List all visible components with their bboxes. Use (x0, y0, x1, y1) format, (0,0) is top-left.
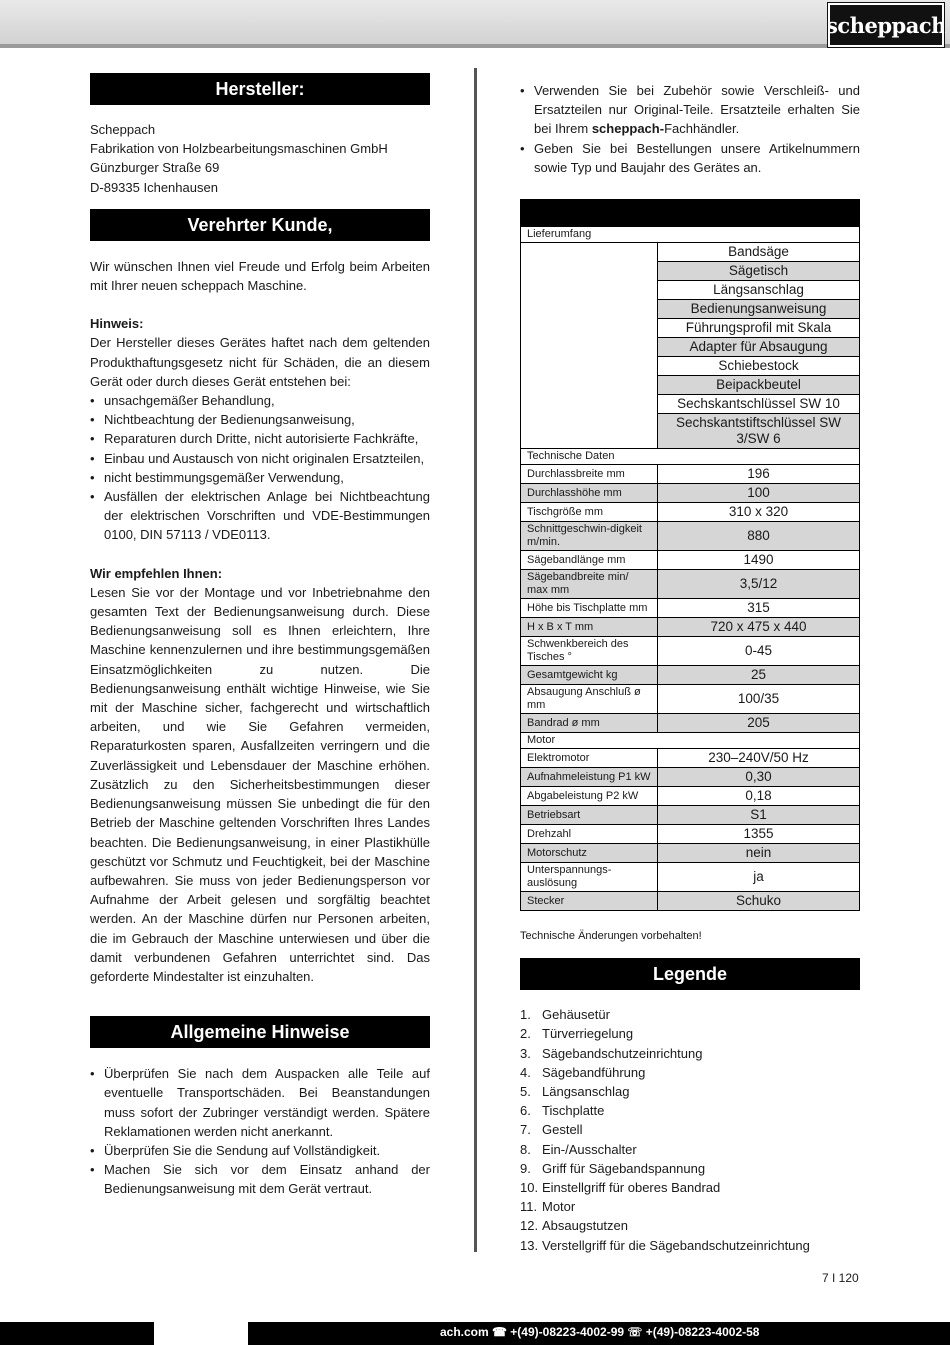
allgemein-heading: Allgemeine Hinweise (90, 1016, 430, 1048)
legend-item (520, 1005, 860, 1024)
header-bar (0, 0, 950, 48)
scope-item: Schiebestock (658, 357, 860, 376)
spec-label: Tischgröße mm (521, 503, 658, 522)
spec-label: Höhe bis Tischplatte mm (521, 599, 658, 618)
parts-list (520, 81, 860, 177)
spec-label: Sägebandbreite min/ max mm (521, 570, 658, 599)
table-row (521, 666, 860, 685)
spec-value: S1 (658, 806, 860, 825)
legend-item (520, 1236, 860, 1255)
legend-number: 9. (520, 1160, 531, 1176)
section-row (521, 733, 860, 749)
legend-item (520, 1101, 860, 1120)
spec-label: Motorschutz (521, 844, 658, 863)
spec-label: H x B x T mm (521, 618, 658, 637)
legend-item (520, 1024, 860, 1043)
legend-item (520, 1216, 860, 1235)
list-item: • Überprüfen Sie nach dem Auspacken alle Teile auf eventuelle Transportschäden. Bei Beanstandungen muss sofort der Zubringer verständigt werden. Spätere Reklamationen werden nicht anerkannt. (90, 1064, 430, 1141)
spec-label: Drehzahl (521, 825, 658, 844)
allgemein-list (90, 1064, 430, 1198)
legend-number: 4. (520, 1064, 531, 1080)
empfehlen-heading: Wir empfehlen Ihnen: (90, 565, 223, 581)
scope-item: Bandsäge (658, 243, 860, 262)
table-row (521, 503, 860, 522)
brand-name: scheppach- (591, 121, 665, 137)
spec-value: 25 (658, 666, 860, 685)
spec-value: 100/35 (658, 685, 860, 714)
table-row (521, 806, 860, 825)
hinweis-text: Der Hersteller dieses Gerätes haftet nach dem geltenden Produkthaftungsgesetz nicht für Schäden, die an diesem Gerät oder durch dieses Gerät entstehen bei: (90, 335, 430, 389)
spec-value: 0-45 (658, 637, 860, 666)
spec-label: Betriebsart (521, 806, 658, 825)
table-row (521, 637, 860, 666)
scope-item: Sechskantstiftschlüssel SW 3/SW 6 (658, 414, 860, 449)
spec-value: nein (658, 844, 860, 863)
scope-item: Längsanschlag (658, 281, 860, 300)
kunde-heading: Verehrter Kunde, (90, 209, 430, 241)
legend-item (520, 1178, 860, 1197)
spec-value: 880 (658, 522, 860, 551)
table-row (521, 599, 860, 618)
legend-item (520, 1159, 860, 1178)
address-line: Günzburger Straße 69 (90, 160, 220, 176)
section-label: Motor (521, 733, 860, 749)
right-column (520, 81, 860, 1255)
section-label: Lieferumfang (521, 227, 860, 243)
spec-value: 1490 (658, 551, 860, 570)
empfehlen-text: Lesen Sie vor der Montage und vor Inbetriebnahme den gesamten Text der Bedienungsanweisung durch. Diese Bedienungsanweisung soll es Ihnen erleichtern, Ihre Maschine kennenzulernen und ihre bestimmungsgemäßen Einsatzmöglichkeiten zu nutzen. Die Bedienungsanweisung enthält wichtige Hinweise, wie Sie mit der Maschine sicher, fachgerecht und wirtschaftlich arbeiten, und wie Sie Gefahren vermeiden, Reparaturkosten sparen, Ausfallzeiten verringern und die Zuverlässigkeit und Lebensdauer der Maschine erhöhen. Zusätzlich zu den Sicherheitsbestimmungen dieser Bedienungsanweisung müssen Sie unbedingt die für den Betrieb der Maschine geltenden Vorschriften Ihres Landes beachten. Die Bedienungsanweisung, in einer Plastikhülle geschützt vor Schmutz und Feuchtigkeit, bei der Maschine aufbewahren. Sie muss von jeder Bedienungsperson vor Aufnahme der Arbeit gelesen und sorgfältig beachtet werden. An der Maschine dürfen nur Personen arbeiten, die im Gebrauch der Maschine unterwiesen und über die damit verbundenen Gefahren unterrichtet sind. Das geforderte Mindestalter ist einzuhalten. (90, 584, 430, 984)
legend-number: 13. (520, 1237, 539, 1253)
page-number: 7 I 120 (822, 1271, 859, 1285)
spec-label: Elektromotor (521, 749, 658, 768)
list-item: • Einbau und Austausch von nicht originalen Ersatzteilen, (90, 449, 430, 468)
legend-number: 8. (520, 1141, 531, 1157)
scope-item: Sechskantschlüssel SW 10 (658, 395, 860, 414)
table-row (521, 787, 860, 806)
left-column (90, 73, 430, 1199)
spec-value: 0,18 (658, 787, 860, 806)
list-item (520, 81, 860, 139)
list-item: • Nichtbeachtung der Bedienungsanweisung, (90, 410, 430, 429)
scope-item: Adapter für Absaugung (658, 338, 860, 357)
list-item: • unsachgemäßer Behandlung, (90, 391, 430, 410)
legend-number: 6. (520, 1103, 531, 1119)
spec-value: Schuko (658, 892, 860, 911)
legend-number: 11. (520, 1199, 538, 1215)
spec-label: Schnittgeschwin-digkeit m/min. (521, 522, 658, 551)
changes-note: Technische Änderungen vorbehalten! (520, 930, 702, 943)
legend-number: 7. (520, 1122, 531, 1138)
list-item: • Überprüfen Sie die Sendung auf Vollständigkeit. (90, 1141, 430, 1160)
legend-number: 10. (520, 1180, 539, 1196)
legend-text: Türverriegelung (542, 1026, 634, 1042)
spec-table (520, 199, 860, 911)
spec-value: 205 (658, 714, 860, 733)
legend-text: Griff für Sägebandspannung (542, 1160, 706, 1176)
scope-item: Bedienungsanweisung (658, 300, 860, 319)
spec-value: 1355 (658, 825, 860, 844)
footer-white-block (154, 1322, 248, 1345)
table-row (521, 749, 860, 768)
legend-item (520, 1140, 860, 1159)
legend-item (520, 1063, 860, 1082)
spec-label: Durchlasshöhe mm (521, 484, 658, 503)
section-row (521, 227, 860, 243)
table-row (521, 465, 860, 484)
list-item: • Ausfällen der elektrischen Anlage bei Nichtbeachtung der elektrischen Vorschriften und VDE-Bestimmungen 0100, DIN 57113 / VDE0113. (90, 487, 430, 545)
table-row (521, 863, 860, 892)
spec-label: Abgabeleistung P2 kW (521, 787, 658, 806)
hinweis-list (90, 391, 430, 545)
spec-label: Schwenkbereich des Tisches ° (521, 637, 658, 666)
legend-text: Längsanschlag (542, 1084, 630, 1100)
spec-label: Aufnahmeleistung P1 kW (521, 768, 658, 787)
spec-value: 196 (658, 465, 860, 484)
legend-number: 5. (520, 1084, 531, 1100)
table-row (521, 685, 860, 714)
legend-list (520, 1005, 860, 1255)
spec-label: Stecker (521, 892, 658, 911)
legend-number: 2. (520, 1026, 531, 1042)
legende-heading: Legende (520, 958, 860, 990)
scope-item: Beipackbeutel (658, 376, 860, 395)
section-label: Technische Daten (521, 449, 860, 465)
spec-value: 100 (658, 484, 860, 503)
spec-label: Gesamtgewicht kg (521, 666, 658, 685)
scope-item: Führungsprofil mit Skala (658, 319, 860, 338)
bullet-text: Fachhändler. (664, 121, 740, 137)
legend-text: Verstellgriff für die Sägebandschutzeinrichtung (542, 1237, 810, 1253)
hinweis-heading: Hinweis: (90, 316, 144, 332)
legend-item (520, 1197, 860, 1216)
footer-contact: ach.com ☎ +(49)-08223-4002-99 ☏ +(49)-08223-4002-58 (440, 1325, 760, 1339)
legend-text: Sägebandführung (542, 1064, 646, 1080)
hersteller-heading: Hersteller: (90, 73, 430, 105)
legend-number: 3. (520, 1045, 531, 1061)
scope-item: Sägetisch (658, 262, 860, 281)
brand-logo: scheppach (828, 3, 944, 47)
footer-bar (0, 1322, 950, 1345)
manufacturer-address (90, 120, 430, 197)
legend-item (520, 1044, 860, 1063)
list-item: • nicht bestimmungsgemäßer Verwendung, (90, 468, 430, 487)
table-row (521, 892, 860, 911)
legend-number: 1. (520, 1007, 531, 1023)
list-item: • Geben Sie bei Bestellungen unsere Artikelnummern sowie Typ und Baujahr des Gerätes an. (520, 139, 860, 177)
legend-item (520, 1120, 860, 1139)
table-row (521, 714, 860, 733)
list-item: • Reparaturen durch Dritte, nicht autorisierte Fachkräfte, (90, 429, 430, 448)
section-row (521, 449, 860, 465)
intro-text: Wir wünschen Ihnen viel Freude und Erfolg beim Arbeiten mit Ihrer neuen scheppach Maschine. (90, 258, 430, 294)
legend-text: Gestell (542, 1122, 583, 1138)
table-row (521, 618, 860, 637)
column-divider (474, 68, 477, 1252)
legend-text: Sägebandschutzeinrichtung (542, 1045, 703, 1061)
spec-label: Absaugung Anschluß ø mm (521, 685, 658, 714)
spec-value: 0,30 (658, 768, 860, 787)
address-line: D-89335 Ichenhausen (90, 179, 218, 195)
legend-text: Motor (542, 1199, 576, 1215)
legend-text: Ein-/Ausschalter (542, 1141, 637, 1157)
spec-label: Bandrad ø mm (521, 714, 658, 733)
legend-text: Absaugstutzen (542, 1218, 629, 1234)
table-header-row (521, 200, 860, 227)
spec-value: 3,5/12 (658, 570, 860, 599)
legend-text: Einstellgriff für oberes Bandrad (542, 1180, 721, 1196)
table-row (521, 551, 860, 570)
list-item: • Machen Sie sich vor dem Einsatz anhand der Bedienungsanweisung mit dem Gerät vertraut. (90, 1160, 430, 1198)
table-row (521, 484, 860, 503)
spec-label: Unterspannungs-auslösung (521, 863, 658, 892)
bullet-text: Verwenden Sie bei Zubehör sowie Verschleiß- und Ersatzteilen nur Original-Teile. Ersatzteile erhalten Sie bei Ihrem (534, 83, 860, 137)
spec-value: 310 x 320 (658, 503, 860, 522)
table-row (521, 825, 860, 844)
legend-item (520, 1082, 860, 1101)
empty-cell (521, 243, 658, 449)
legend-text: Gehäusetür (542, 1007, 610, 1023)
table-row (521, 243, 860, 262)
spec-value: 230–240V/50 Hz (658, 749, 860, 768)
table-row (521, 522, 860, 551)
legend-text: Tischplatte (542, 1103, 605, 1119)
spec-label: Sägebandlänge mm (521, 551, 658, 570)
legend-number: 12. (520, 1218, 539, 1234)
table-row (521, 570, 860, 599)
spec-value: ja (658, 863, 860, 892)
table-row (521, 768, 860, 787)
spec-value: 720 x 475 x 440 (658, 618, 860, 637)
address-line: Scheppach (90, 122, 156, 137)
address-line: Fabrikation von Holzbearbeitungsmaschinen GmbH (90, 141, 388, 157)
spec-value: 315 (658, 599, 860, 618)
spec-label: Durchlassbreite mm (521, 465, 658, 484)
table-row (521, 844, 860, 863)
table-header-cell (521, 200, 860, 227)
